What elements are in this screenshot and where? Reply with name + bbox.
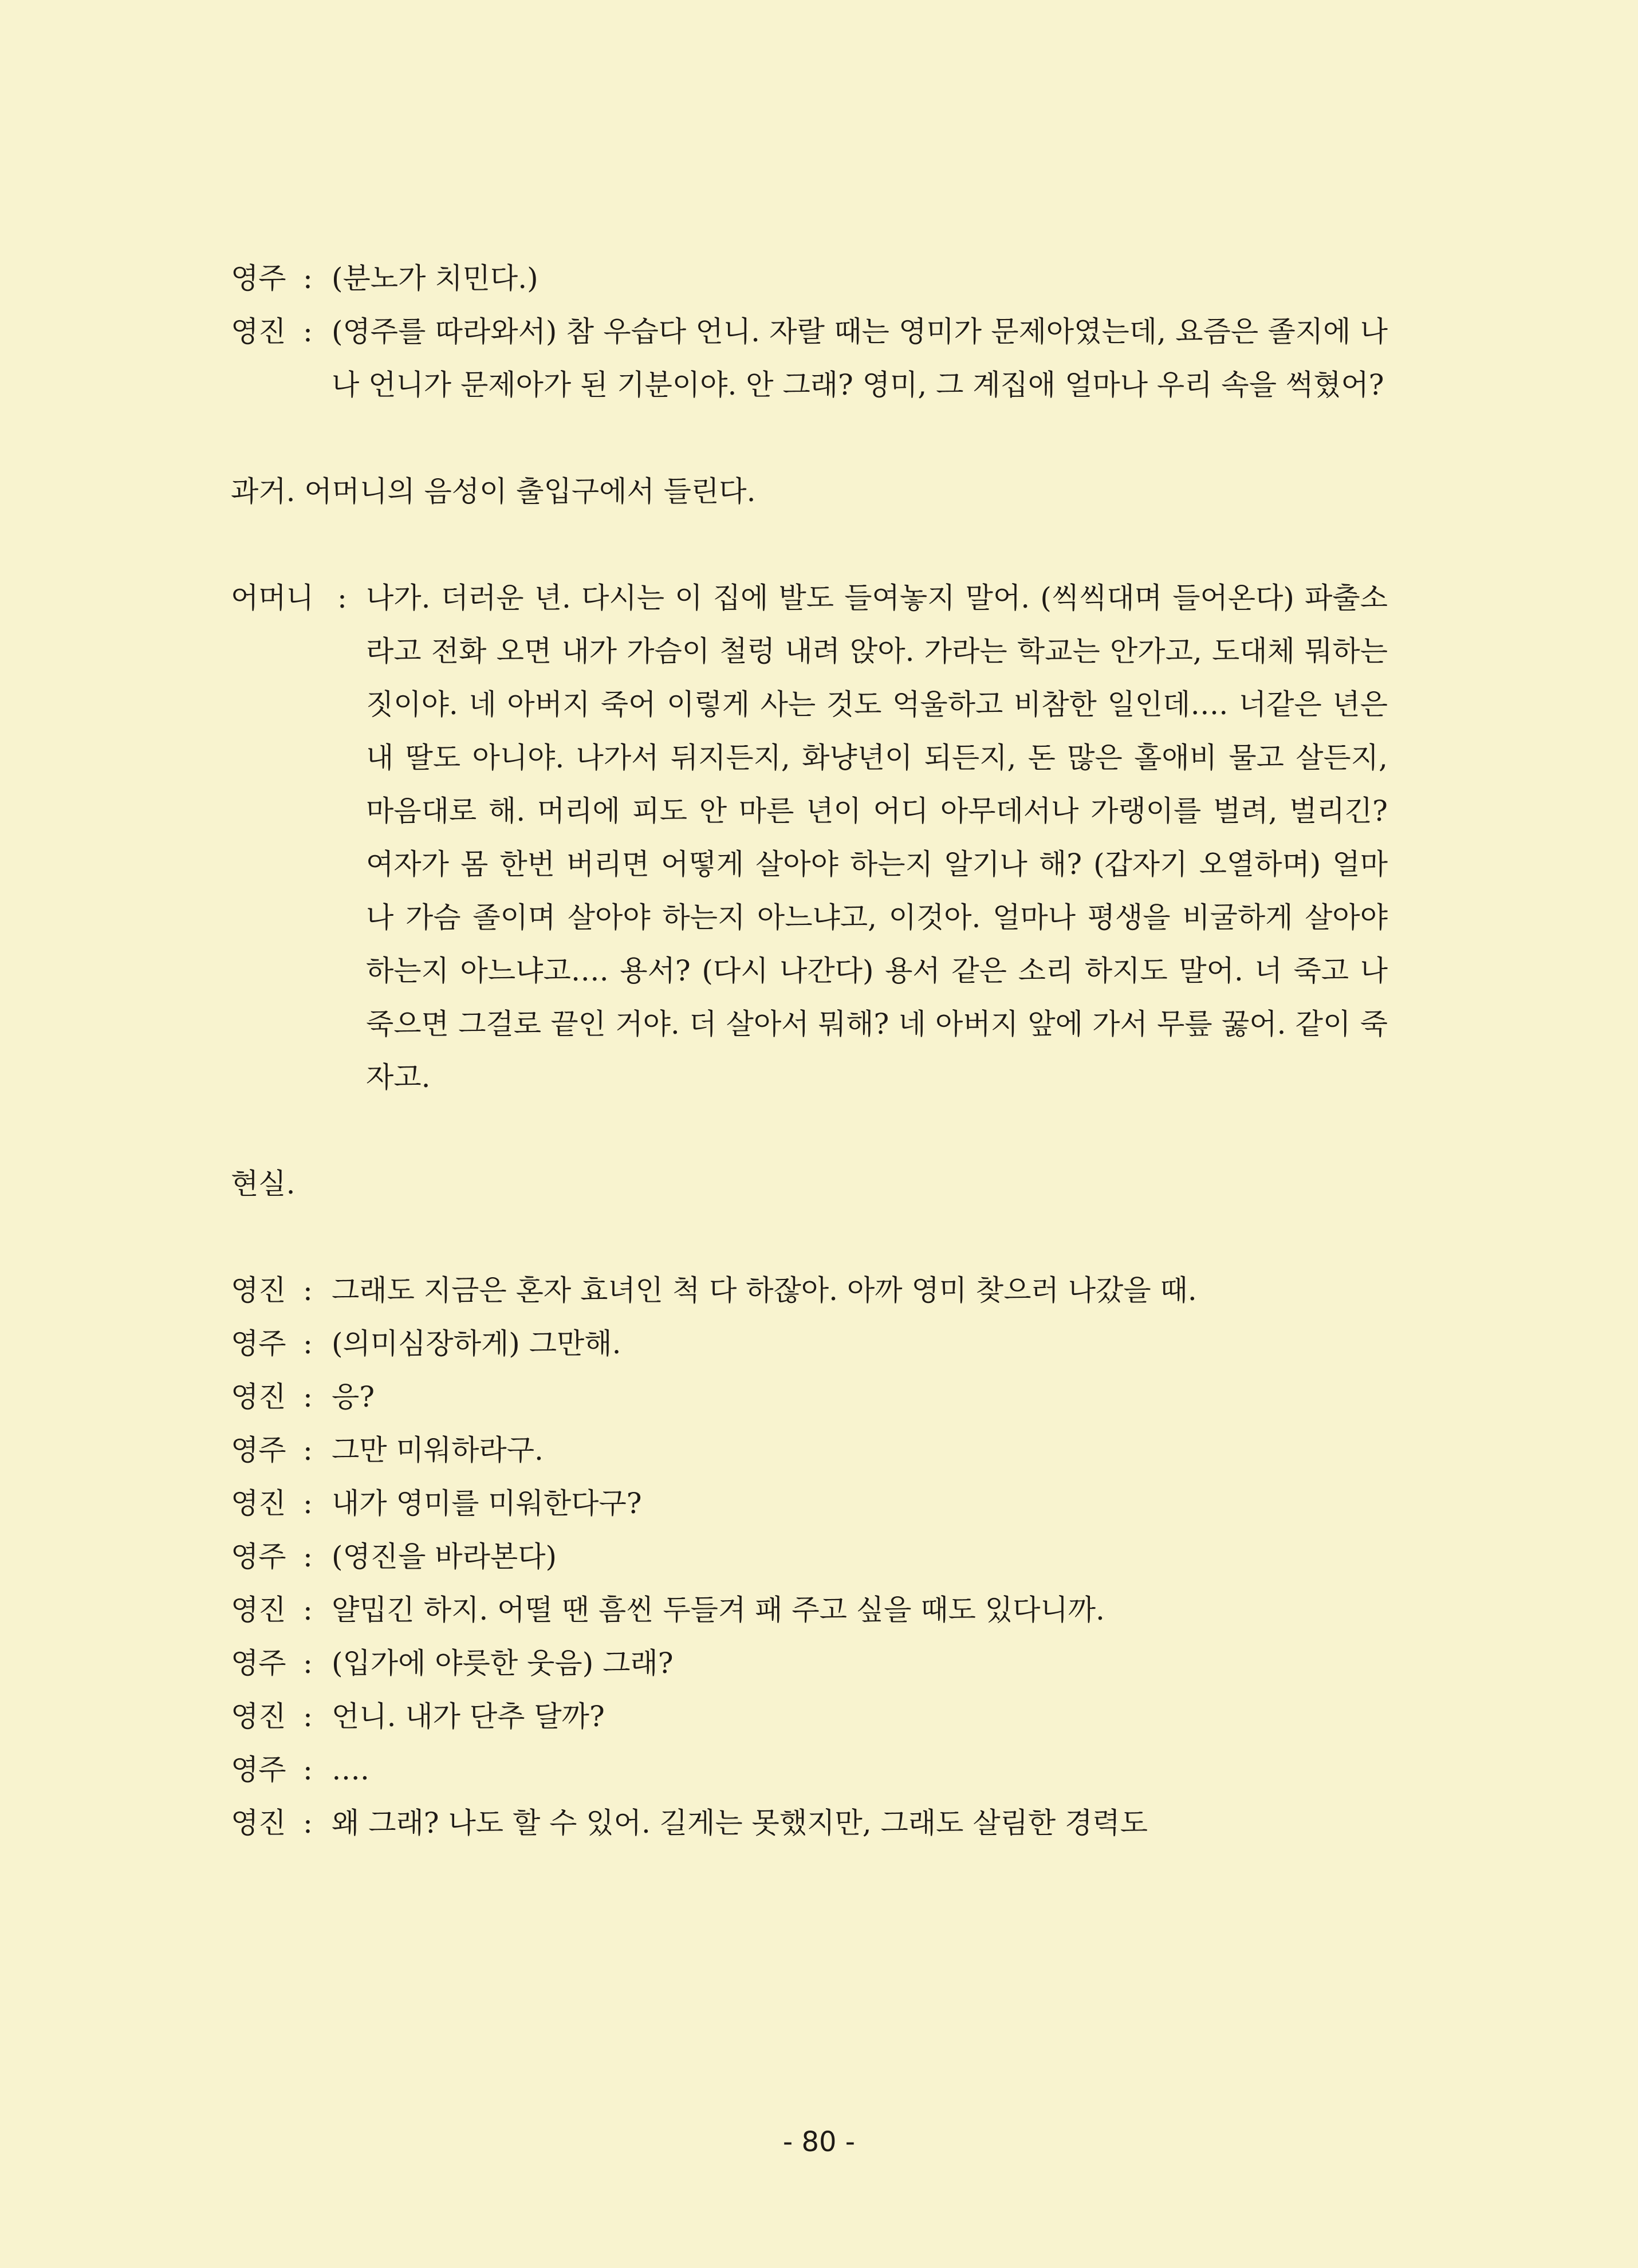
speaker-name: 영주 <box>231 1540 286 1573</box>
dialogue-line <box>231 1477 1388 1530</box>
dialogue-text: 나가. 더러운 년. 다시는 이 집에 발도 들여놓지 말어. (씩씩대며 들어온다) 파출소라고 전화 오면 내가 가슴이 철렁 내려 앉아. 가라는 학교는 안가고, 도대체 뭐하는 짓이야. 네 아버지 죽어 이렇게 사는 것도 억울하고 비참한 일인데…. 너같은 년은 내 딸도 아니야. 나가서 뒤지든지, 화냥년이 되든지, 돈 많은 홀애비 물고 살든지, 마음대로 해. 머리에 피도 안 마른 년이 어디 아무데서나 가랭이를 벌려, 벌리긴? 여자가 몸 한번 버리면 어떻게 살아야 하는지 알기나 해? (갑자기 오열하며) 얼마나 가슴 졸이며 살아야 하는지 아느냐고, 이것아. 얼마나 평생을 비굴하게 살아야 하는지 아느냐고…. 용서? (다시 나간다) 용서 같은 소리 하지도 말어. 너 죽고 나 죽으면 그걸로 끝인 거야. 더 살아서 뭐해? 네 아버지 앞에 가서 무릎 꿇어. 같이 죽자고. <box>366 581 1388 1094</box>
speaker-separator: : <box>303 1647 313 1680</box>
speaker-name: 영진 <box>231 1593 286 1627</box>
speaker-name: 영진 <box>231 1806 286 1840</box>
dialogue-text: 그만 미워하라구. <box>332 1434 544 1467</box>
speaker-name: 영진 <box>231 1487 286 1520</box>
dialogue-text: …. <box>332 1753 369 1786</box>
dialogue-text: 그래도 지금은 혼자 효녀인 척 다 하잖아. 아까 영미 찾으러 나갔을 때. <box>332 1274 1197 1307</box>
dialogue-line <box>231 1584 1388 1637</box>
speaker-separator: : <box>303 1540 313 1573</box>
dialogue-text: (영주를 따라와서) 참 우습다 언니. 자랄 때는 영미가 문제아였는데, 요즘은 졸지에 나나 언니가 문제아가 된 기분이야. 안 그래? 영미, 그 계집애 얼마나 우리 속을 썩혔어? <box>332 315 1388 401</box>
dialogue-text: 왜 그래? 나도 할 수 있어. 길게는 못했지만, 그래도 살림한 경력도 <box>332 1806 1148 1840</box>
dialogue-line <box>231 572 1388 1104</box>
speaker-separator: : <box>303 1327 313 1360</box>
dialogue-line <box>231 1743 1388 1797</box>
speaker-separator: : <box>337 581 347 615</box>
dialogue-line <box>231 1530 1388 1584</box>
spacer <box>231 1211 1388 1264</box>
spacer <box>231 518 1388 572</box>
dialogue-line <box>231 305 1388 412</box>
dialogue-line <box>231 1637 1388 1690</box>
dialogue-line <box>231 1317 1388 1371</box>
speaker-separator: : <box>303 1487 313 1520</box>
speaker-name: 영주 <box>231 262 286 295</box>
speaker-name: 영진 <box>231 1700 286 1733</box>
speaker-name: 어머니 <box>231 581 314 615</box>
dialogue-text: (영진을 바라본다) <box>332 1540 557 1573</box>
page-number: - 80 - <box>782 2126 856 2158</box>
dialogue-line <box>231 1424 1388 1477</box>
spacer <box>231 1104 1388 1157</box>
dialogue-line <box>231 1690 1388 1743</box>
dialogue-text: 얄밉긴 하지. 어떨 땐 흠씬 두들겨 패 주고 싶을 때도 있다니까. <box>332 1593 1105 1627</box>
speaker-separator: : <box>303 1274 313 1307</box>
speaker-separator: : <box>303 315 313 348</box>
dialogue-line <box>231 252 1388 305</box>
speaker-name: 영주 <box>231 1647 286 1680</box>
script-body <box>231 252 1388 1850</box>
speaker-name: 영주 <box>231 1434 286 1467</box>
dialogue-text: (의미심장하게) 그만해. <box>332 1327 621 1360</box>
stage-direction: 현실. <box>231 1167 296 1200</box>
speaker-separator: : <box>303 1753 313 1786</box>
speaker-separator: : <box>303 1593 313 1627</box>
dialogue-text: 언니. 내가 단추 달까? <box>332 1700 605 1733</box>
dialogue-text: 내가 영미를 미워한다구? <box>332 1487 642 1520</box>
dialogue-text: 응? <box>332 1380 375 1413</box>
dialogue-text: (입가에 야릇한 웃음) 그래? <box>332 1647 674 1680</box>
speaker-name: 영주 <box>231 1753 286 1786</box>
speaker-separator: : <box>303 262 313 295</box>
dialogue-text: (분노가 치민다.) <box>332 262 538 295</box>
speaker-name: 영주 <box>231 1327 286 1360</box>
dialogue-line <box>231 1371 1388 1424</box>
speaker-separator: : <box>303 1380 313 1413</box>
stage-direction: 과거. 어머니의 음성이 출입구에서 들린다. <box>231 475 756 508</box>
spacer <box>231 412 1388 465</box>
dialogue-line <box>231 1264 1388 1317</box>
speaker-name: 영진 <box>231 315 286 348</box>
speaker-separator: : <box>303 1806 313 1840</box>
speaker-separator: : <box>303 1434 313 1467</box>
dialogue-line <box>231 1797 1388 1850</box>
speaker-separator: : <box>303 1700 313 1733</box>
speaker-name: 영진 <box>231 1380 286 1413</box>
speaker-name: 영진 <box>231 1274 286 1307</box>
